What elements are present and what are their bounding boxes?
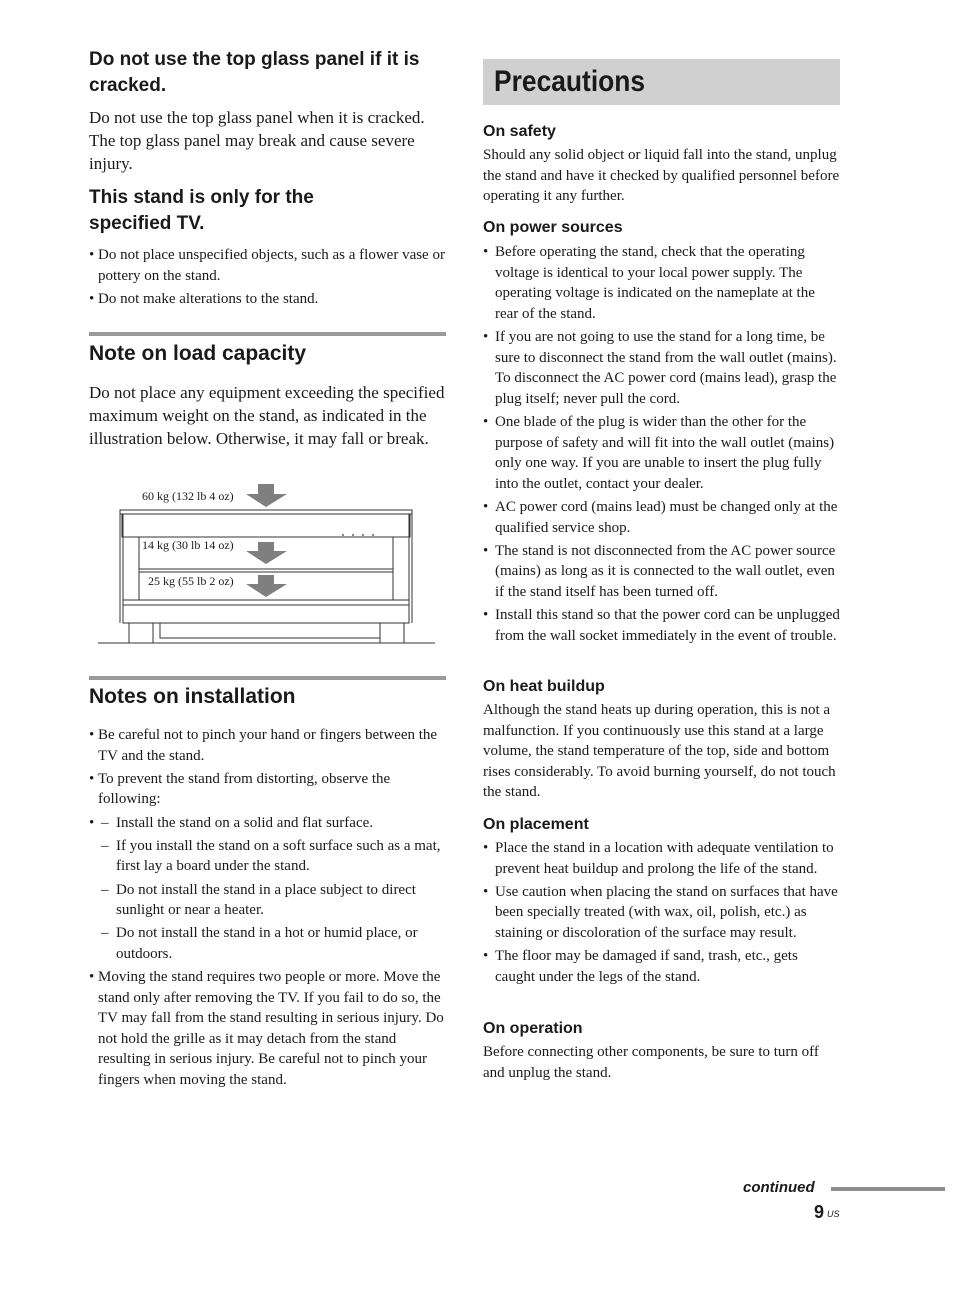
section-rule xyxy=(89,332,446,336)
load-paragraph: Do not place any equipment exceeding the specified maximum weight on the stand, as indicated in the illustration below. Otherwise, it may fall or break. xyxy=(89,383,445,448)
list-item: • If you are not going to use the stand for a long time, be sure to disconnect the stand from the wall outlet (mains). To disconnect the AC power cord (mains lead), grasp the plug itself; never pull the cord. xyxy=(483,327,840,409)
sub-list-item: – • Install the stand on a solid and flat surface. xyxy=(89,813,445,834)
page-suffix: US xyxy=(827,1209,840,1219)
stand-bullet-list xyxy=(89,245,445,312)
sub-list-item: – If you install the stand on a soft surface such as a mat, first lay a board under the stand. xyxy=(89,836,445,877)
bottom-weight-label: 25 kg (55 lb 2 oz) xyxy=(148,574,234,588)
stand-heading: This stand is only for the specified TV. xyxy=(89,187,314,234)
list-item: • One blade of the plug is wider than the other for the purpose of safety and will fit into the wall outlet (mains) only one way. If you are unable to insert the plug fully into the outlet, contact your dealer. xyxy=(483,412,840,494)
list-item-text: To prevent the stand from distorting, observe the following: xyxy=(98,770,391,808)
safety-paragraph: Should any solid object or liquid fall into the stand, unplug the stand and have it checked by qualified personnel before operating it any further. xyxy=(483,147,840,205)
page-title: Precautions xyxy=(494,65,646,98)
list-item xyxy=(89,769,445,810)
continued-label: continued xyxy=(743,1179,815,1196)
install-sub-list xyxy=(89,813,445,965)
placement-heading: On placement xyxy=(483,816,589,833)
sub-list-container xyxy=(89,813,445,965)
page-number: 9 xyxy=(814,1202,825,1222)
glass-paragraph: Do not use the top glass panel when it is cracked. The top glass panel may break and cause severe injury. xyxy=(89,108,425,173)
sub-list-item: – Do not install the stand in a hot or humid place, or outdoors. xyxy=(89,923,445,964)
top-weight-label: 60 kg (132 lb 4 oz) xyxy=(142,489,234,503)
list-item: • Moving the stand requires two people or more. Move the stand only after removing the TV. If you fail to do so, the TV may fall from the stand resulting in serious injury. Do not hold the grille as it may detach from the stand resulting in serious injury. Be careful not to pinch your fingers when moving the stand. xyxy=(89,967,445,1091)
title-bar xyxy=(483,59,840,105)
power-heading: On power sources xyxy=(483,219,623,236)
load-heading: Note on load capacity xyxy=(89,342,307,365)
list-item: • Use caution when placing the stand on surfaces that have been specially treated (with wax, oil, polish, etc.) as staining or discoloration of the surface may result. xyxy=(483,882,840,944)
heat-paragraph: Although the stand heats up during operation, this is not a malfunction. If you continuously use this stand at a large volume, the stand temperature of the top, side and bottom rises considerably. To avoid burning yourself, do not touch the stand. xyxy=(483,702,836,801)
load-arrow-middle xyxy=(246,542,287,564)
sub-list-item: – Do not install the stand in a place subject to direct sunlight or near a heater. xyxy=(89,880,445,921)
placement-bullet-list xyxy=(483,838,840,990)
list-item: • Before operating the stand, check that the operating voltage is identical to your local power supply. The operating voltage is indicated on the nameplate at the rear of the stand. xyxy=(483,242,840,324)
list-item: • Do not place unspecified objects, such as a flower vase or pottery on the stand. xyxy=(89,245,445,286)
load-capacity-diagram xyxy=(89,478,445,646)
heat-heading: On heat buildup xyxy=(483,678,605,695)
list-item: • The floor may be damaged if sand, trash, etc., gets caught under the legs of the stand. xyxy=(483,946,840,987)
install-heading: Notes on installation xyxy=(89,685,296,708)
safety-heading: On safety xyxy=(483,123,556,140)
list-item: • AC power cord (mains lead) must be changed only at the qualified service shop. xyxy=(483,497,840,538)
middle-weight-label: 14 kg (30 lb 14 oz) xyxy=(142,538,234,552)
list-item: • Be careful not to pinch your hand or fingers between the TV and the stand. xyxy=(89,725,445,766)
operation-paragraph: Before connecting other components, be sure to turn off and unplug the stand. xyxy=(483,1044,819,1081)
operation-heading: On operation xyxy=(483,1020,583,1037)
list-item: • Do not make alterations to the stand. xyxy=(89,289,445,310)
load-arrow-bottom xyxy=(246,575,287,597)
section-rule xyxy=(89,676,446,680)
install-bullet-list xyxy=(89,725,445,1093)
list-item: • The stand is not disconnected from the AC power source (mains) as long as it is connected to the wall outlet, even if the stand itself has been turned off. xyxy=(483,541,840,603)
load-arrow-top xyxy=(246,484,287,507)
list-item: • Install this stand so that the power cord can be unplugged from the wall socket immediately in the event of trouble. xyxy=(483,605,840,646)
continued-bar xyxy=(831,1187,945,1191)
glass-heading: Do not use the top glass panel if it is cracked. xyxy=(89,49,420,96)
power-bullet-list xyxy=(483,242,840,649)
list-item: • Place the stand in a location with adequate ventilation to prevent heat buildup and prolong the life of the stand. xyxy=(483,838,840,879)
